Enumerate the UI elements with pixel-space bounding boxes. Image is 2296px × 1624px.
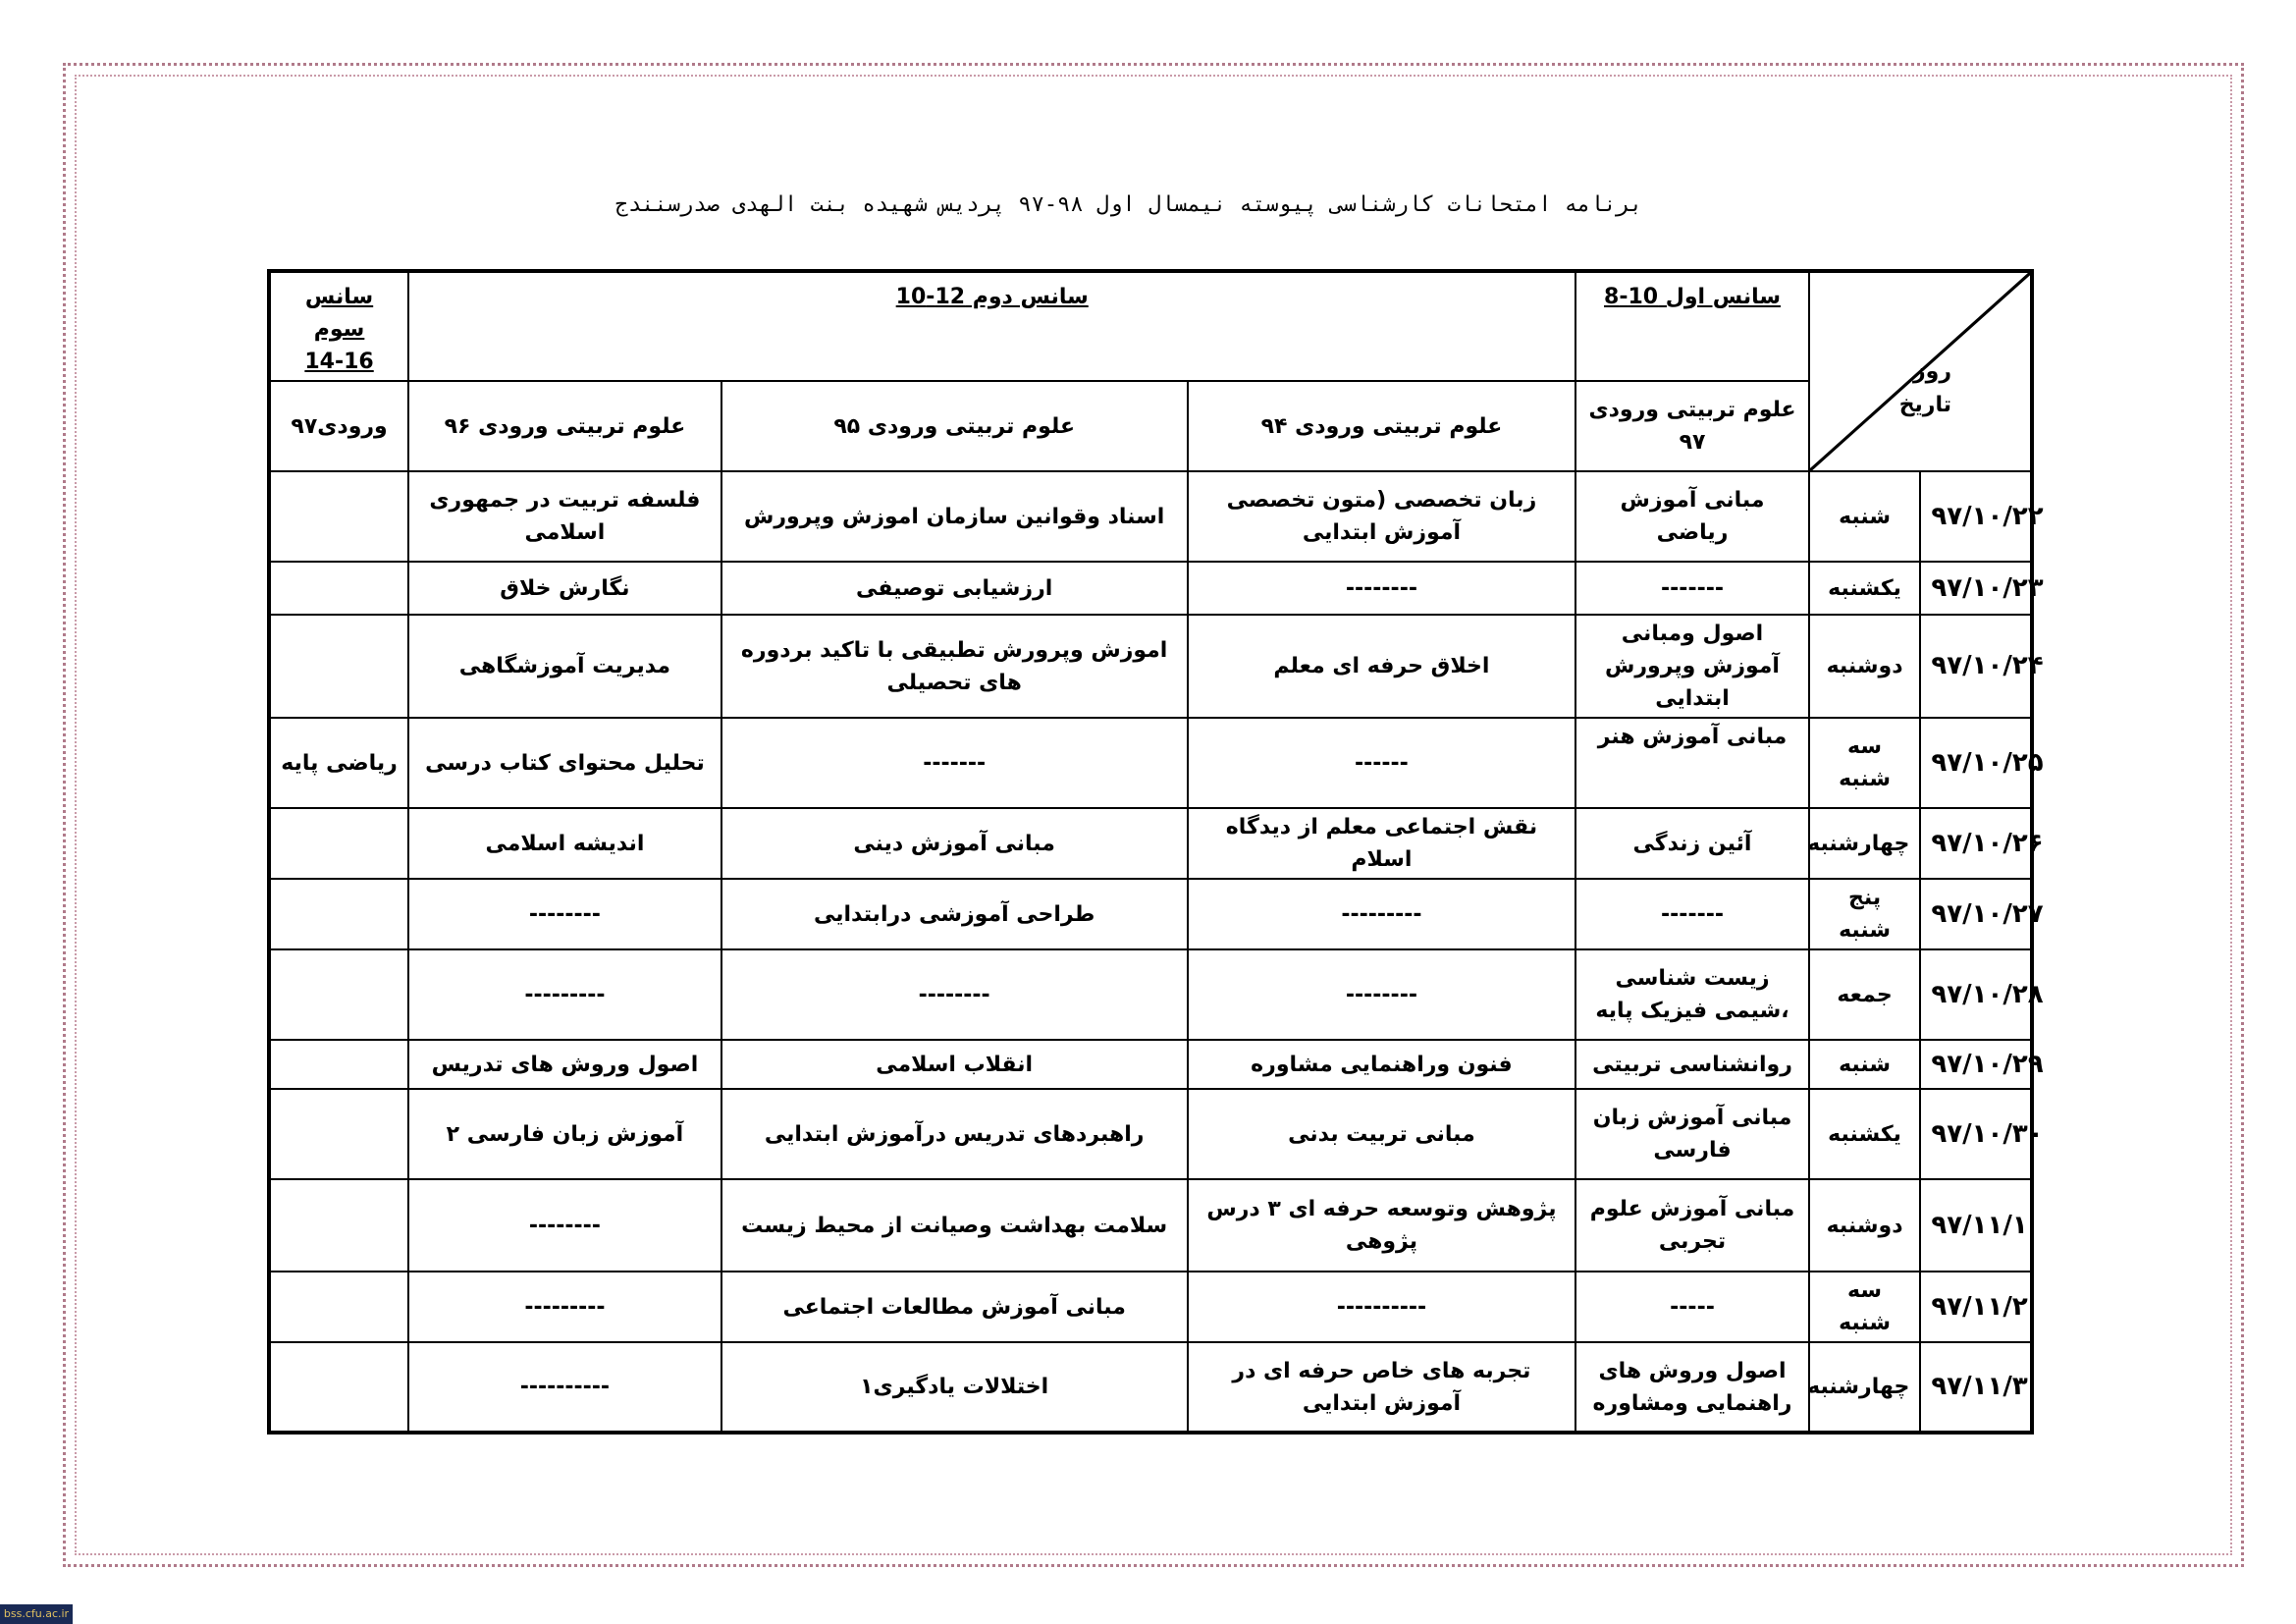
date-cell: ۹۷/۱۰/۲۹ — [1920, 1040, 2032, 1089]
corner-cell — [1809, 271, 2032, 471]
corner-day-label: روز — [1912, 359, 1951, 384]
exam-cell-95: -------- — [721, 949, 1188, 1040]
exam-cell-session3 — [269, 1342, 408, 1433]
exam-cell-96: ---------- — [408, 1342, 721, 1433]
table-row — [269, 562, 2032, 615]
exam-cell-94: اخلاق حرفه ای معلم — [1188, 615, 1576, 718]
exam-cell-96: نگارش خلاق — [408, 562, 721, 615]
exam-cell-97: ------- — [1575, 562, 1808, 615]
date-cell: ۹۷/۱۱/۲ — [1920, 1272, 2032, 1342]
day-cell: پنج شنبه — [1809, 879, 1921, 949]
day-cell: دوشنبه — [1809, 1179, 1921, 1272]
session3-header — [269, 271, 408, 381]
exam-cell-95: اموزش وپرورش تطبیقی با تاکید بردوره های تحصیلی — [721, 615, 1188, 718]
day-cell: چهارشنبه — [1809, 1342, 1921, 1433]
table-row — [269, 1040, 2032, 1089]
exam-cell-96: اصول وروش های تدریس — [408, 1040, 721, 1089]
date-cell: ۹۷/۱۰/۲۵ — [1920, 718, 2032, 808]
table-row — [269, 718, 2032, 808]
exam-cell-session3 — [269, 1040, 408, 1089]
session1-header: سانس اول 10-8 — [1575, 271, 1808, 381]
table-row — [269, 1179, 2032, 1272]
day-cell: جمعه — [1809, 949, 1921, 1040]
exam-cell-94: پژوهش وتوسعه حرفه ای ۳ درس پژوهی — [1188, 1179, 1576, 1272]
exam-cell-94: فنون وراهنمایی مشاوره — [1188, 1040, 1576, 1089]
exam-cell-95: طراحی آموزشی درابتدایی — [721, 879, 1188, 949]
exam-cell-96: --------- — [408, 949, 721, 1040]
date-cell: ۹۷/۱۰/۲۶ — [1920, 808, 2032, 879]
cohort-94-header: علوم تربیتی ورودی ۹۴ — [1188, 381, 1576, 471]
exam-cell-96: تحلیل محتوای کتاب درسی — [408, 718, 721, 808]
exam-cell-session3 — [269, 562, 408, 615]
day-cell: یکشنبه — [1809, 1089, 1921, 1179]
exam-cell-session3 — [269, 1179, 408, 1272]
table-row — [269, 471, 2032, 562]
cohort-97-header: علوم تربیتی ورودی ۹۷ — [1575, 381, 1808, 471]
day-cell: چهارشنبه — [1809, 808, 1921, 879]
exam-cell-94: -------- — [1188, 949, 1576, 1040]
table-row — [269, 949, 2032, 1040]
date-cell: ۹۷/۱۰/۲۷ — [1920, 879, 2032, 949]
exam-cell-97: مبانی آموزش علوم تجربی — [1575, 1179, 1808, 1272]
exam-cell-97: اصول ومبانی آموزش وپرورش ابتدایی — [1575, 615, 1808, 718]
exam-cell-95: اسناد وقوانین سازمان اموزش وپرورش — [721, 471, 1188, 562]
day-cell: سه شنبه — [1809, 1272, 1921, 1342]
exam-cell-97: اصول وروش های راهنمایی ومشاوره — [1575, 1342, 1808, 1433]
exam-cell-97: روانشناسی تربیتی — [1575, 1040, 1808, 1089]
exam-cell-95: راهبردهای تدریس درآموزش ابتدایی — [721, 1089, 1188, 1179]
cohort-96-header: علوم تربیتی ورودی ۹۶ — [408, 381, 721, 471]
day-cell: دوشنبه — [1809, 615, 1921, 718]
exam-cell-session3 — [269, 1272, 408, 1342]
site-badge[interactable]: bss.cfu.ac.ir — [0, 1604, 73, 1624]
session3-title: سانس سوم — [304, 285, 374, 342]
exam-cell-97: زیست شناسی ،شیمی فیزیک پایه — [1575, 949, 1808, 1040]
session2-header: سانس دوم 12-10 — [408, 271, 1575, 381]
exam-cell-97: مبانی آموزش ریاضی — [1575, 471, 1808, 562]
exam-cell-94: ---------- — [1188, 1272, 1576, 1342]
cohort-95-header: علوم تربیتی ورودی ۹۵ — [721, 381, 1188, 471]
exam-cell-session3 — [269, 879, 408, 949]
exam-cell-96: مدیریت آموزشگاهی — [408, 615, 721, 718]
header-row-sessions — [269, 271, 2032, 381]
exam-cell-session3 — [269, 949, 408, 1040]
date-cell: ۹۷/۱۰/۲۴ — [1920, 615, 2032, 718]
session3-cohort-header: ورودی۹۷ — [269, 381, 408, 471]
day-cell: سه شنبه — [1809, 718, 1921, 808]
exam-schedule-table — [267, 269, 2044, 1435]
header-row-cohorts — [269, 381, 2032, 471]
session3-time: 14-16 — [304, 350, 374, 374]
exam-cell-94: زبان تخصصی (متون تخصصی آموزش ابتدایی — [1188, 471, 1576, 562]
exam-cell-97: مبانی آموزش هنر — [1575, 718, 1808, 808]
table-row — [269, 615, 2032, 718]
exam-cell-95: ارزشیابی توصیفی — [721, 562, 1188, 615]
day-cell: شنبه — [1809, 1040, 1921, 1089]
date-cell: ۹۷/۱۰/۳۰ — [1920, 1089, 2032, 1179]
exam-cell-96: فلسفه تربیت در جمهوری اسلامی — [408, 471, 721, 562]
table-row — [269, 1272, 2032, 1342]
date-cell: ۹۷/۱۰/۲۸ — [1920, 949, 2032, 1040]
table-row — [269, 1089, 2032, 1179]
day-cell: یکشنبه — [1809, 562, 1921, 615]
day-cell: شنبه — [1809, 471, 1921, 562]
corner-date-label: تاریخ — [1898, 393, 1951, 417]
table-row — [269, 879, 2032, 949]
date-cell: ۹۷/۱۱/۳ — [1920, 1342, 2032, 1433]
exam-cell-94: ------ — [1188, 718, 1576, 808]
exam-cell-96: --------- — [408, 1272, 721, 1342]
exam-cell-95: مبانی آموزش مطالعات اجتماعی — [721, 1272, 1188, 1342]
exam-cell-96: آموزش زبان فارسی ۲ — [408, 1089, 721, 1179]
exam-cell-session3: ریاضی پایه — [269, 718, 408, 808]
table-row — [269, 808, 2032, 879]
exam-cell-96: -------- — [408, 879, 721, 949]
exam-cell-97: آئین زندگی — [1575, 808, 1808, 879]
exam-cell-session3 — [269, 1089, 408, 1179]
exam-cell-session3 — [269, 471, 408, 562]
exam-cell-94: تجربه های خاص حرفه ای در آموزش ابتدایی — [1188, 1342, 1576, 1433]
exam-cell-94: نقش اجتماعی معلم از دیدگاه اسلام — [1188, 808, 1576, 879]
exam-cell-95: انقلاب اسلامی — [721, 1040, 1188, 1089]
date-cell: ۹۷/۱۰/۲۲ — [1920, 471, 2032, 562]
exam-cell-96: اندیشه اسلامی — [408, 808, 721, 879]
date-cell: ۹۷/۱۰/۲۳ — [1920, 562, 2032, 615]
exam-cell-96: -------- — [408, 1179, 721, 1272]
exam-cell-97: مبانی آموزش زبان فارسی — [1575, 1089, 1808, 1179]
exam-cell-97: ------- — [1575, 879, 1808, 949]
exam-cell-95: اختلالات یادگیری۱ — [721, 1342, 1188, 1433]
exam-cell-97: ----- — [1575, 1272, 1808, 1342]
exam-cell-95: ------- — [721, 718, 1188, 808]
table-row — [269, 1342, 2032, 1433]
exam-cell-session3 — [269, 808, 408, 879]
exam-cell-95: سلامت بهداشت وصیانت از محیط زیست — [721, 1179, 1188, 1272]
exam-cell-94: مبانی تربیت بدنی — [1188, 1089, 1576, 1179]
exam-cell-95: مبانی آموزش دینی — [721, 808, 1188, 879]
date-cell: ۹۷/۱۱/۱ — [1920, 1179, 2032, 1272]
exam-cell-session3 — [269, 615, 408, 718]
exam-cell-94: -------- — [1188, 562, 1576, 615]
exam-cell-94: --------- — [1188, 879, 1576, 949]
page-title: برنامه امتحانات کارشناسی پیوسته نیمسال اول ۹۸-۹۷ پردیس شهیده بنت الهدی صدرسنندج — [614, 192, 1643, 217]
